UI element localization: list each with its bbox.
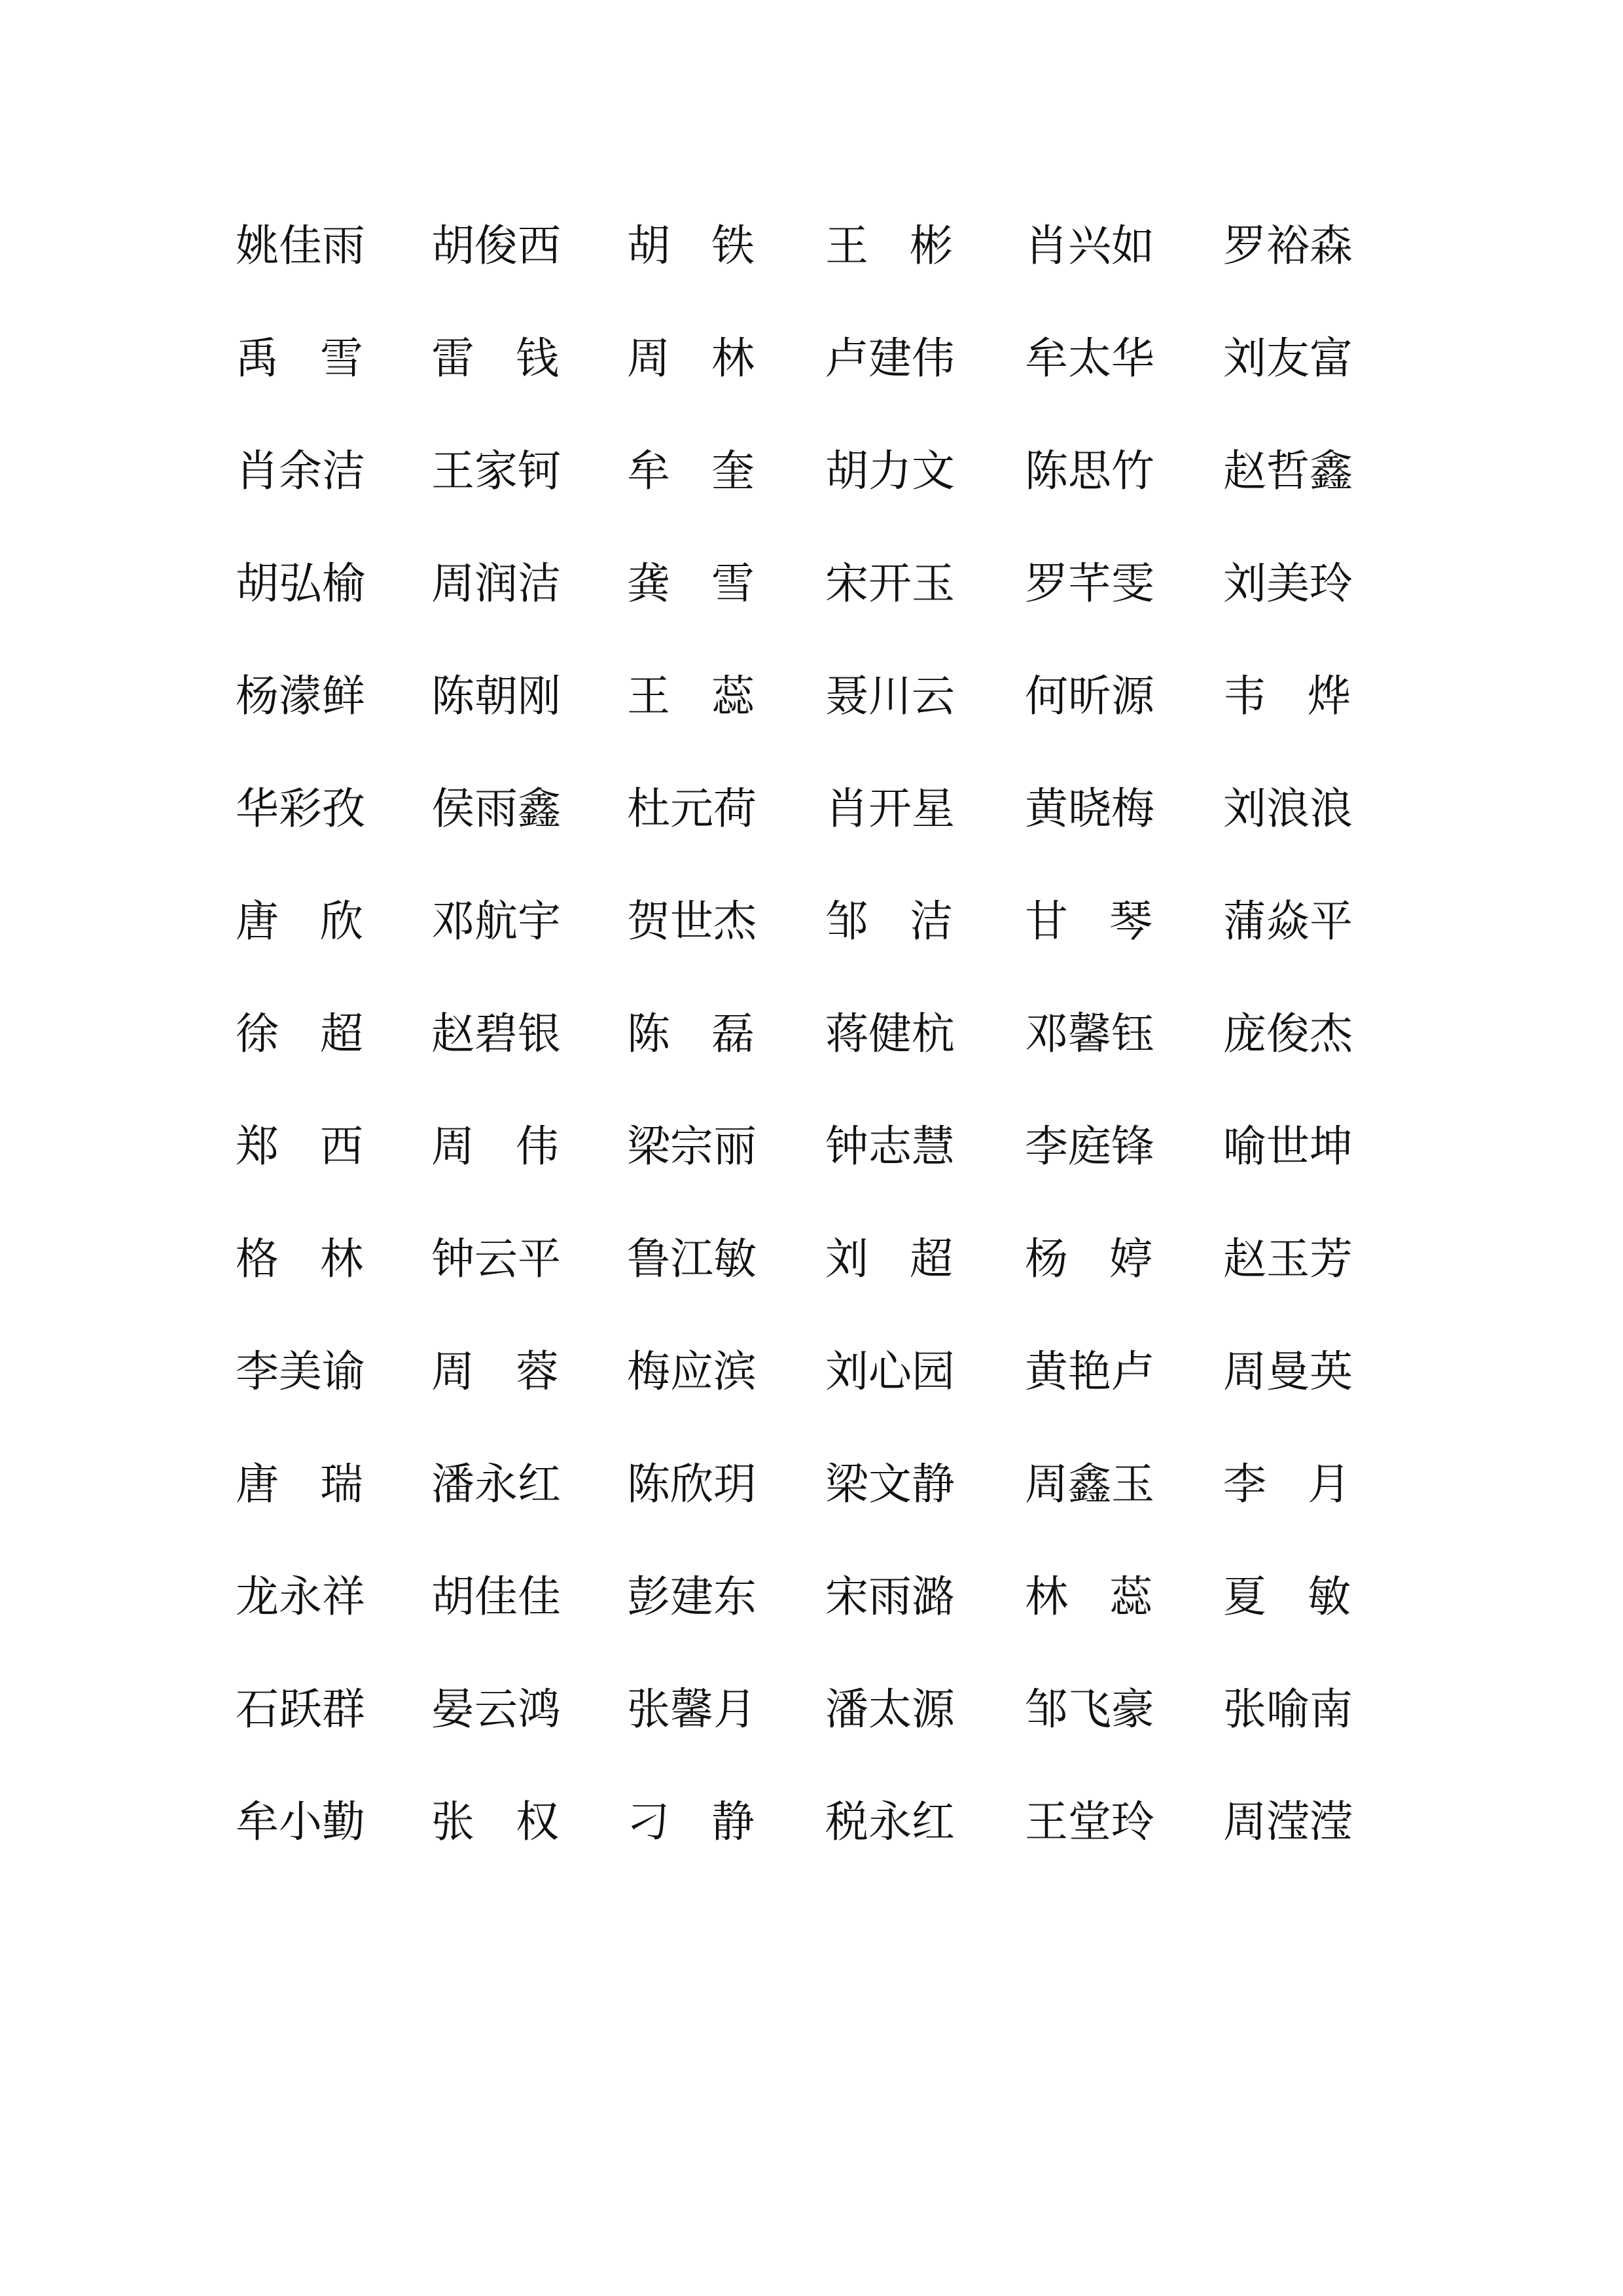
name-cell: 胡 俊 西 xyxy=(431,221,561,271)
name-cell: 何 昕 源 xyxy=(1025,671,1154,721)
name-cell: 格 林 xyxy=(236,1234,363,1284)
name-cell: 唐 欣 xyxy=(236,896,363,946)
name-row xyxy=(236,1541,1407,1653)
name-cell: 石 跃 群 xyxy=(236,1684,365,1734)
name-cell: 周 伟 xyxy=(431,1121,559,1172)
name-cell: 刘 超 xyxy=(825,1234,953,1284)
name-cell: 韦 烨 xyxy=(1223,671,1351,721)
name-row xyxy=(236,415,1407,528)
name-cell: 肖 余 洁 xyxy=(236,446,365,496)
name-cell: 周 润 洁 xyxy=(431,558,561,609)
name-row xyxy=(236,1090,1407,1203)
name-cell: 李 庭 锋 xyxy=(1025,1121,1154,1172)
name-cell: 潘 永 红 xyxy=(431,1459,561,1509)
name-cell: 郑 西 xyxy=(236,1121,363,1172)
name-row xyxy=(236,978,1407,1090)
name-cell: 晏 云 鸿 xyxy=(431,1684,561,1734)
name-cell: 税 永 红 xyxy=(825,1797,955,1847)
name-cell: 王 彬 xyxy=(825,221,953,271)
name-cell: 刘 友 富 xyxy=(1223,333,1353,384)
name-cell: 钟 志 慧 xyxy=(825,1121,955,1172)
name-row xyxy=(236,865,1407,978)
name-cell: 王 堂 玲 xyxy=(1025,1797,1154,1847)
name-row xyxy=(236,190,1407,302)
name-cell: 邹 洁 xyxy=(825,896,953,946)
name-cell: 陈 欣 玥 xyxy=(627,1459,757,1509)
name-cell: 周 曼 英 xyxy=(1223,1346,1353,1397)
name-cell: 宋 开 玉 xyxy=(825,558,955,609)
name-row xyxy=(236,640,1407,753)
name-cell: 胡 铁 xyxy=(627,221,755,271)
name-cell: 杨 婷 xyxy=(1025,1234,1152,1284)
name-cell: 陈 磊 xyxy=(627,1009,755,1059)
name-cell: 赵 哲 鑫 xyxy=(1223,446,1353,496)
name-cell: 胡 佳 佳 xyxy=(431,1571,561,1622)
name-cell: 张 权 xyxy=(431,1797,559,1847)
name-cell: 唐 瑞 xyxy=(236,1459,363,1509)
name-row xyxy=(236,1203,1407,1316)
name-cell: 牟 奎 xyxy=(627,446,755,496)
name-cell: 刁 静 xyxy=(627,1797,755,1847)
name-cell: 王 家 钶 xyxy=(431,446,561,496)
name-cell: 陈 思 竹 xyxy=(1025,446,1154,496)
name-cell: 梁 宗 丽 xyxy=(627,1121,757,1172)
name-cell: 邓 馨 钰 xyxy=(1025,1009,1154,1059)
name-grid xyxy=(236,190,1407,1878)
name-cell: 黄 艳 卢 xyxy=(1025,1346,1154,1397)
name-cell: 黄 晓 梅 xyxy=(1025,783,1154,834)
name-cell: 龙 永 祥 xyxy=(236,1571,365,1622)
name-cell: 周 林 xyxy=(627,333,755,384)
name-cell: 罗 芊 雯 xyxy=(1025,558,1154,609)
name-cell: 张 喻 南 xyxy=(1223,1684,1353,1734)
name-cell: 鲁 江 敏 xyxy=(627,1234,757,1284)
name-cell: 李 美 谕 xyxy=(236,1346,365,1397)
name-cell: 肖 开 星 xyxy=(825,783,955,834)
name-cell: 陈 朝 刚 xyxy=(431,671,561,721)
name-cell: 邹 飞 豪 xyxy=(1025,1684,1154,1734)
name-cell: 蒲 焱 平 xyxy=(1223,896,1353,946)
name-row xyxy=(236,528,1407,640)
name-cell: 喻 世 坤 xyxy=(1223,1121,1353,1172)
name-cell: 周 蓉 xyxy=(431,1346,559,1397)
name-cell: 蒋 健 杭 xyxy=(825,1009,955,1059)
name-cell: 胡 力 文 xyxy=(825,446,955,496)
name-cell: 聂 川 云 xyxy=(825,671,955,721)
name-cell: 侯 雨 鑫 xyxy=(431,783,561,834)
name-cell: 梁 文 静 xyxy=(825,1459,955,1509)
name-cell: 周 滢 滢 xyxy=(1223,1797,1353,1847)
name-cell: 牟 太 华 xyxy=(1025,333,1154,384)
name-cell: 周 鑫 玉 xyxy=(1025,1459,1154,1509)
name-cell: 王 蕊 xyxy=(627,671,755,721)
name-cell: 张 馨 月 xyxy=(627,1684,757,1734)
name-cell: 李 月 xyxy=(1223,1459,1351,1509)
name-cell: 卢 建 伟 xyxy=(825,333,955,384)
name-cell: 夏 敏 xyxy=(1223,1571,1351,1622)
name-cell: 徐 超 xyxy=(236,1009,363,1059)
name-row xyxy=(236,1653,1407,1766)
name-cell: 钟 云 平 xyxy=(431,1234,561,1284)
name-cell: 梅 应 滨 xyxy=(627,1346,757,1397)
name-cell: 罗 裕 森 xyxy=(1223,221,1353,271)
name-cell: 禹 雪 xyxy=(236,333,363,384)
name-cell: 牟 小 勤 xyxy=(236,1797,365,1847)
name-cell: 林 蕊 xyxy=(1025,1571,1152,1622)
name-cell: 庞 俊 杰 xyxy=(1223,1009,1353,1059)
name-row xyxy=(236,1428,1407,1541)
name-cell: 赵 玉 芳 xyxy=(1223,1234,1353,1284)
name-cell: 胡 弘 榆 xyxy=(236,558,365,609)
name-cell: 刘 浪 浪 xyxy=(1223,783,1353,834)
name-cell: 杜 元 荷 xyxy=(627,783,757,834)
name-cell: 刘 心 园 xyxy=(825,1346,955,1397)
name-cell: 刘 美 玲 xyxy=(1223,558,1353,609)
name-row xyxy=(236,1766,1407,1878)
name-cell: 邓 航 宇 xyxy=(431,896,561,946)
name-row xyxy=(236,1316,1407,1428)
name-cell: 雷 钱 xyxy=(431,333,559,384)
name-cell: 华 彩 孜 xyxy=(236,783,365,834)
name-cell: 赵 碧 银 xyxy=(431,1009,561,1059)
name-cell: 彭 建 东 xyxy=(627,1571,757,1622)
name-cell: 甘 琴 xyxy=(1025,896,1152,946)
name-cell: 姚 佳 雨 xyxy=(236,221,365,271)
name-cell: 宋 雨 潞 xyxy=(825,1571,955,1622)
name-row xyxy=(236,753,1407,865)
name-cell: 龚 雪 xyxy=(627,558,755,609)
name-row xyxy=(236,302,1407,415)
name-cell: 贺 世 杰 xyxy=(627,896,757,946)
name-cell: 潘 太 源 xyxy=(825,1684,955,1734)
name-cell: 肖 兴 如 xyxy=(1025,221,1154,271)
name-cell: 杨 濛 鲜 xyxy=(236,671,365,721)
